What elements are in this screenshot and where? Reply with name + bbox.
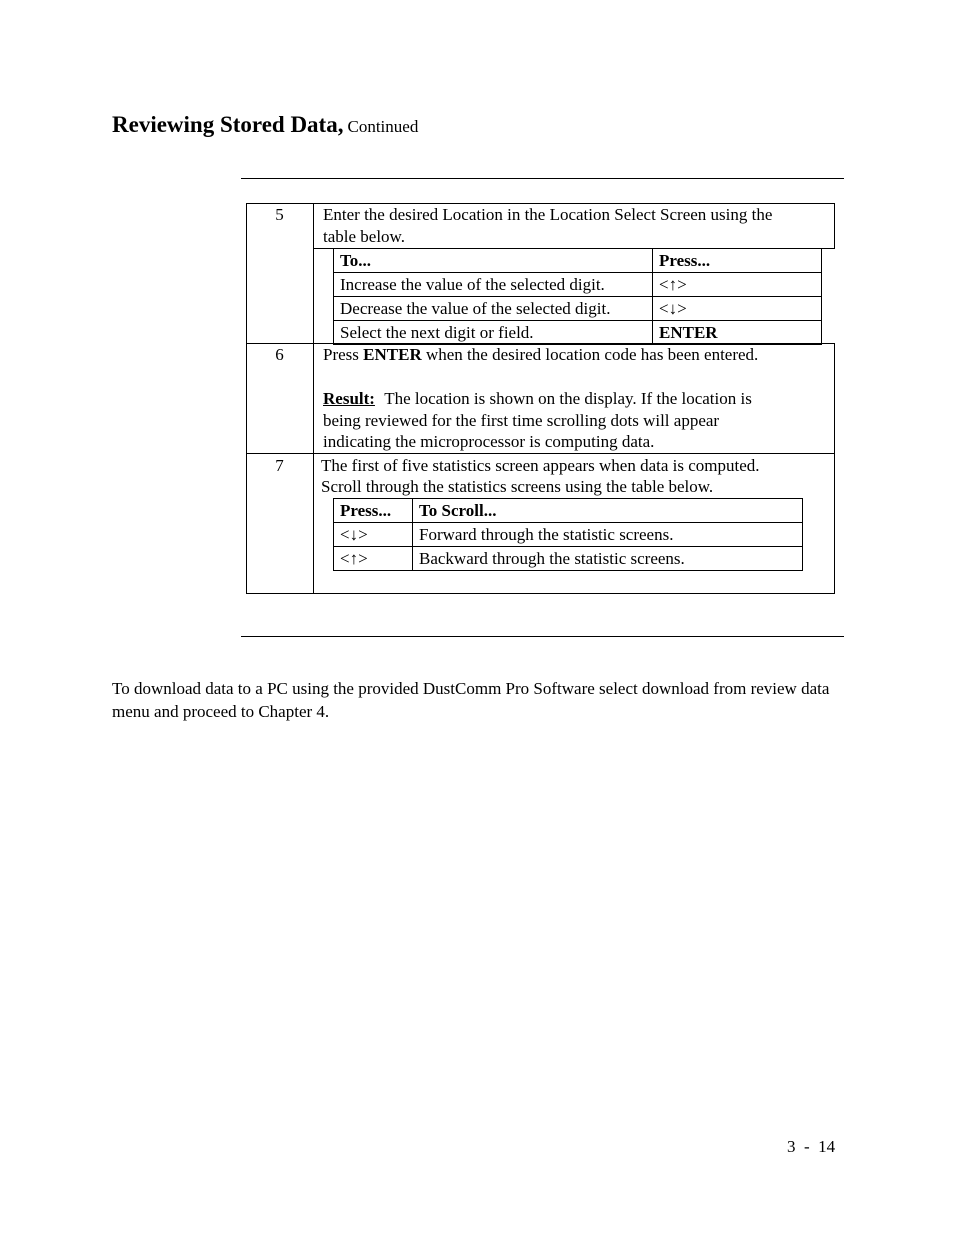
up-arrow-key: <↑> <box>334 547 413 571</box>
enter-key: ENTER <box>653 321 822 345</box>
download-paragraph: To download data to a PC using the provided DustComm Pro Software select download from review data menu and proceed to Chapter 4. <box>112 679 830 721</box>
step-6-result-line1 <box>323 388 752 410</box>
steps-table <box>246 203 835 594</box>
step-6-result-line3: indicating the microprocessor is computing data. <box>323 432 655 451</box>
row-action: Select the next digit or field. <box>334 321 653 345</box>
title-main: Reviewing Stored Data, <box>112 112 344 137</box>
step-6-number: 6 <box>275 345 284 364</box>
title-continued: Continued <box>347 117 419 136</box>
header-to: To... <box>334 249 653 273</box>
top-divider <box>241 178 844 179</box>
down-arrow-key: <↓> <box>653 297 822 321</box>
step-7-text-line2: Scroll through the statistics screens using the table below. <box>321 477 714 496</box>
header-press: Press... <box>653 249 822 273</box>
step-6-result-line2: being reviewed for the first time scrolling dots will appear <box>323 411 720 430</box>
result-label: Result: <box>323 389 375 408</box>
page-title <box>112 112 418 138</box>
step-5-text-line1: Enter the desired Location in the Location Select Screen using the <box>323 205 773 224</box>
press-suffix: when the desired location code has been entered. <box>425 345 759 364</box>
step-7-scroll-table <box>333 498 803 571</box>
row-action: Forward through the statistic screens. <box>413 523 803 547</box>
step-6-text <box>323 344 758 366</box>
row-action: Backward through the statistic screens. <box>413 547 803 571</box>
down-arrow-key: <↓> <box>334 523 413 547</box>
press-prefix: Press <box>323 345 359 364</box>
step-7-number: 7 <box>275 456 284 475</box>
header-press: Press... <box>334 499 413 523</box>
table-header-row <box>334 499 803 523</box>
enter-key: ENTER <box>363 345 422 364</box>
step-7-text-line1: The first of five statistics screen appears when data is computed. <box>321 456 760 475</box>
table-row <box>334 523 803 547</box>
header-to-scroll: To Scroll... <box>413 499 803 523</box>
table-row <box>334 297 822 321</box>
up-arrow-key: <↑> <box>653 273 822 297</box>
row-action: Decrease the value of the selected digit. <box>334 297 653 321</box>
table-row <box>334 321 822 345</box>
table-row <box>334 547 803 571</box>
bottom-divider <box>241 636 844 637</box>
table-row <box>334 273 822 297</box>
step-5-key-table <box>333 248 822 345</box>
page-number: 3 - 14 <box>787 1137 836 1156</box>
row-action: Increase the value of the selected digit. <box>334 273 653 297</box>
result-text: The location is shown on the display. If the location is <box>384 389 752 408</box>
table-header-row <box>334 249 822 273</box>
step-5-number: 5 <box>275 205 284 224</box>
step-5-text-line2: table below. <box>323 227 405 246</box>
